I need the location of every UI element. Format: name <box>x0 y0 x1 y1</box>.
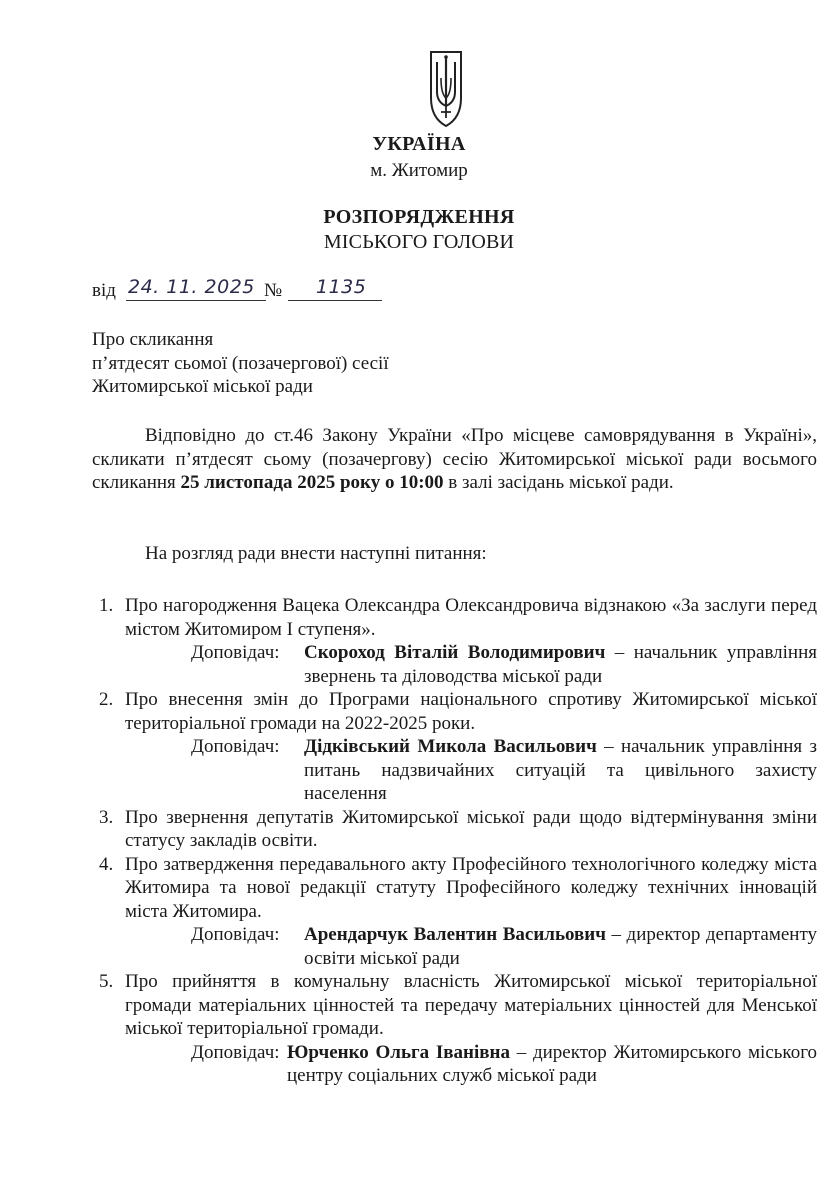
number-underline <box>288 300 382 301</box>
agenda-item <box>92 594 817 641</box>
speaker-block <box>92 923 817 970</box>
session-datetime: 25 листопада 2025 року о 10:00 <box>180 472 444 493</box>
paragraph-text: Відповідно до ст.46 Закону України «Про місцеве самоврядування в Україні», скликати п’ятдесят сьому (позачергову) сесію Житомирської міської ради восьмого скликання <box>92 425 817 493</box>
number-label: № <box>264 280 283 301</box>
speaker-label: Доповідач: <box>191 736 280 757</box>
item-number: 1. <box>99 595 114 616</box>
date-from-label: від <box>92 280 116 301</box>
agenda-intro: На розгляд ради внести наступні питання: <box>145 543 487 564</box>
speaker-block <box>92 1041 817 1088</box>
speaker-name: Арендарчук Валентин Васильович <box>304 924 606 945</box>
speaker-label: Доповідач: <box>191 924 280 945</box>
coat-of-arms-icon <box>428 48 464 130</box>
speaker-role: – начальник управління звернень та діловодства міської ради <box>304 642 818 687</box>
document-subject <box>92 328 389 399</box>
speaker-label: Доповідач: <box>191 1041 280 1063</box>
speaker-block <box>92 735 817 806</box>
agenda-item <box>92 970 817 1041</box>
item-number: 4. <box>99 853 114 875</box>
document-issuer: МІСЬКОГО ГОЛОВИ <box>323 231 515 253</box>
speaker-label: Доповідач: <box>191 642 280 663</box>
speaker-role: – директор Житомирського міського центру соціальних служб міської ради <box>287 1041 818 1086</box>
main-paragraph <box>92 424 817 495</box>
country-name: УКРАЇНА <box>372 133 466 155</box>
speaker-role: – директор департаменту освіти міської ради <box>304 924 817 969</box>
item-number: 2. <box>99 689 114 710</box>
item-text: Про затвердження передавального акту Професійного технологічного коледжу міста Житомира та нової редакції статуту Професійного коледжу технічних інновацій міста Житомира. <box>125 853 817 922</box>
item-text: Про звернення депутатів Житомирської міської ради щодо відтермінування зміни статусу закладів освіти. <box>125 806 817 851</box>
item-number: 5. <box>99 971 114 992</box>
item-text: Про прийняття в комунальну власність Житомирської міської територіальної громади матеріальних цінностей та передачу матеріальних цінностей для Менської міської територіальної громади. <box>125 971 817 1039</box>
paragraph-text: в залі засідань міської ради. <box>443 472 674 493</box>
speaker-name: Скороход Віталій Володимирович <box>304 642 606 663</box>
handwritten-date: 24. 11. 2025 <box>128 276 255 298</box>
subject-line: п’ятдесят сьомої (позачергової) сесії <box>92 352 389 374</box>
subject-line: Про скликання <box>92 329 214 350</box>
handwritten-number: 1135 <box>316 276 367 298</box>
city-name: м. Житомир <box>370 160 468 181</box>
date-underline <box>126 300 266 301</box>
speaker-name: Дідківський Микола Васильович <box>304 736 597 757</box>
document-type: РОЗПОРЯДЖЕННЯ <box>323 206 515 228</box>
speaker-name: Юрченко Ольга Іванівна <box>287 1041 510 1063</box>
speaker-role: – начальник управління з питань надзвичайних ситуацій та цивільного захисту населення <box>304 736 817 804</box>
agenda-item <box>92 688 817 735</box>
subject-line: Житомирської міської ради <box>92 376 313 397</box>
speaker-block <box>92 641 817 688</box>
item-number: 3. <box>99 806 114 828</box>
agenda-item <box>92 806 817 853</box>
agenda-item <box>92 853 817 924</box>
item-text: Про нагородження Вацека Олександра Олександровича відзнакою «За заслуги перед містом Житомиром І ступеня». <box>125 595 817 640</box>
agenda-list <box>92 594 817 1088</box>
item-text: Про внесення змін до Програми національного спротиву Житомирської міської територіальної громади на 2022-2025 роки. <box>125 689 817 734</box>
